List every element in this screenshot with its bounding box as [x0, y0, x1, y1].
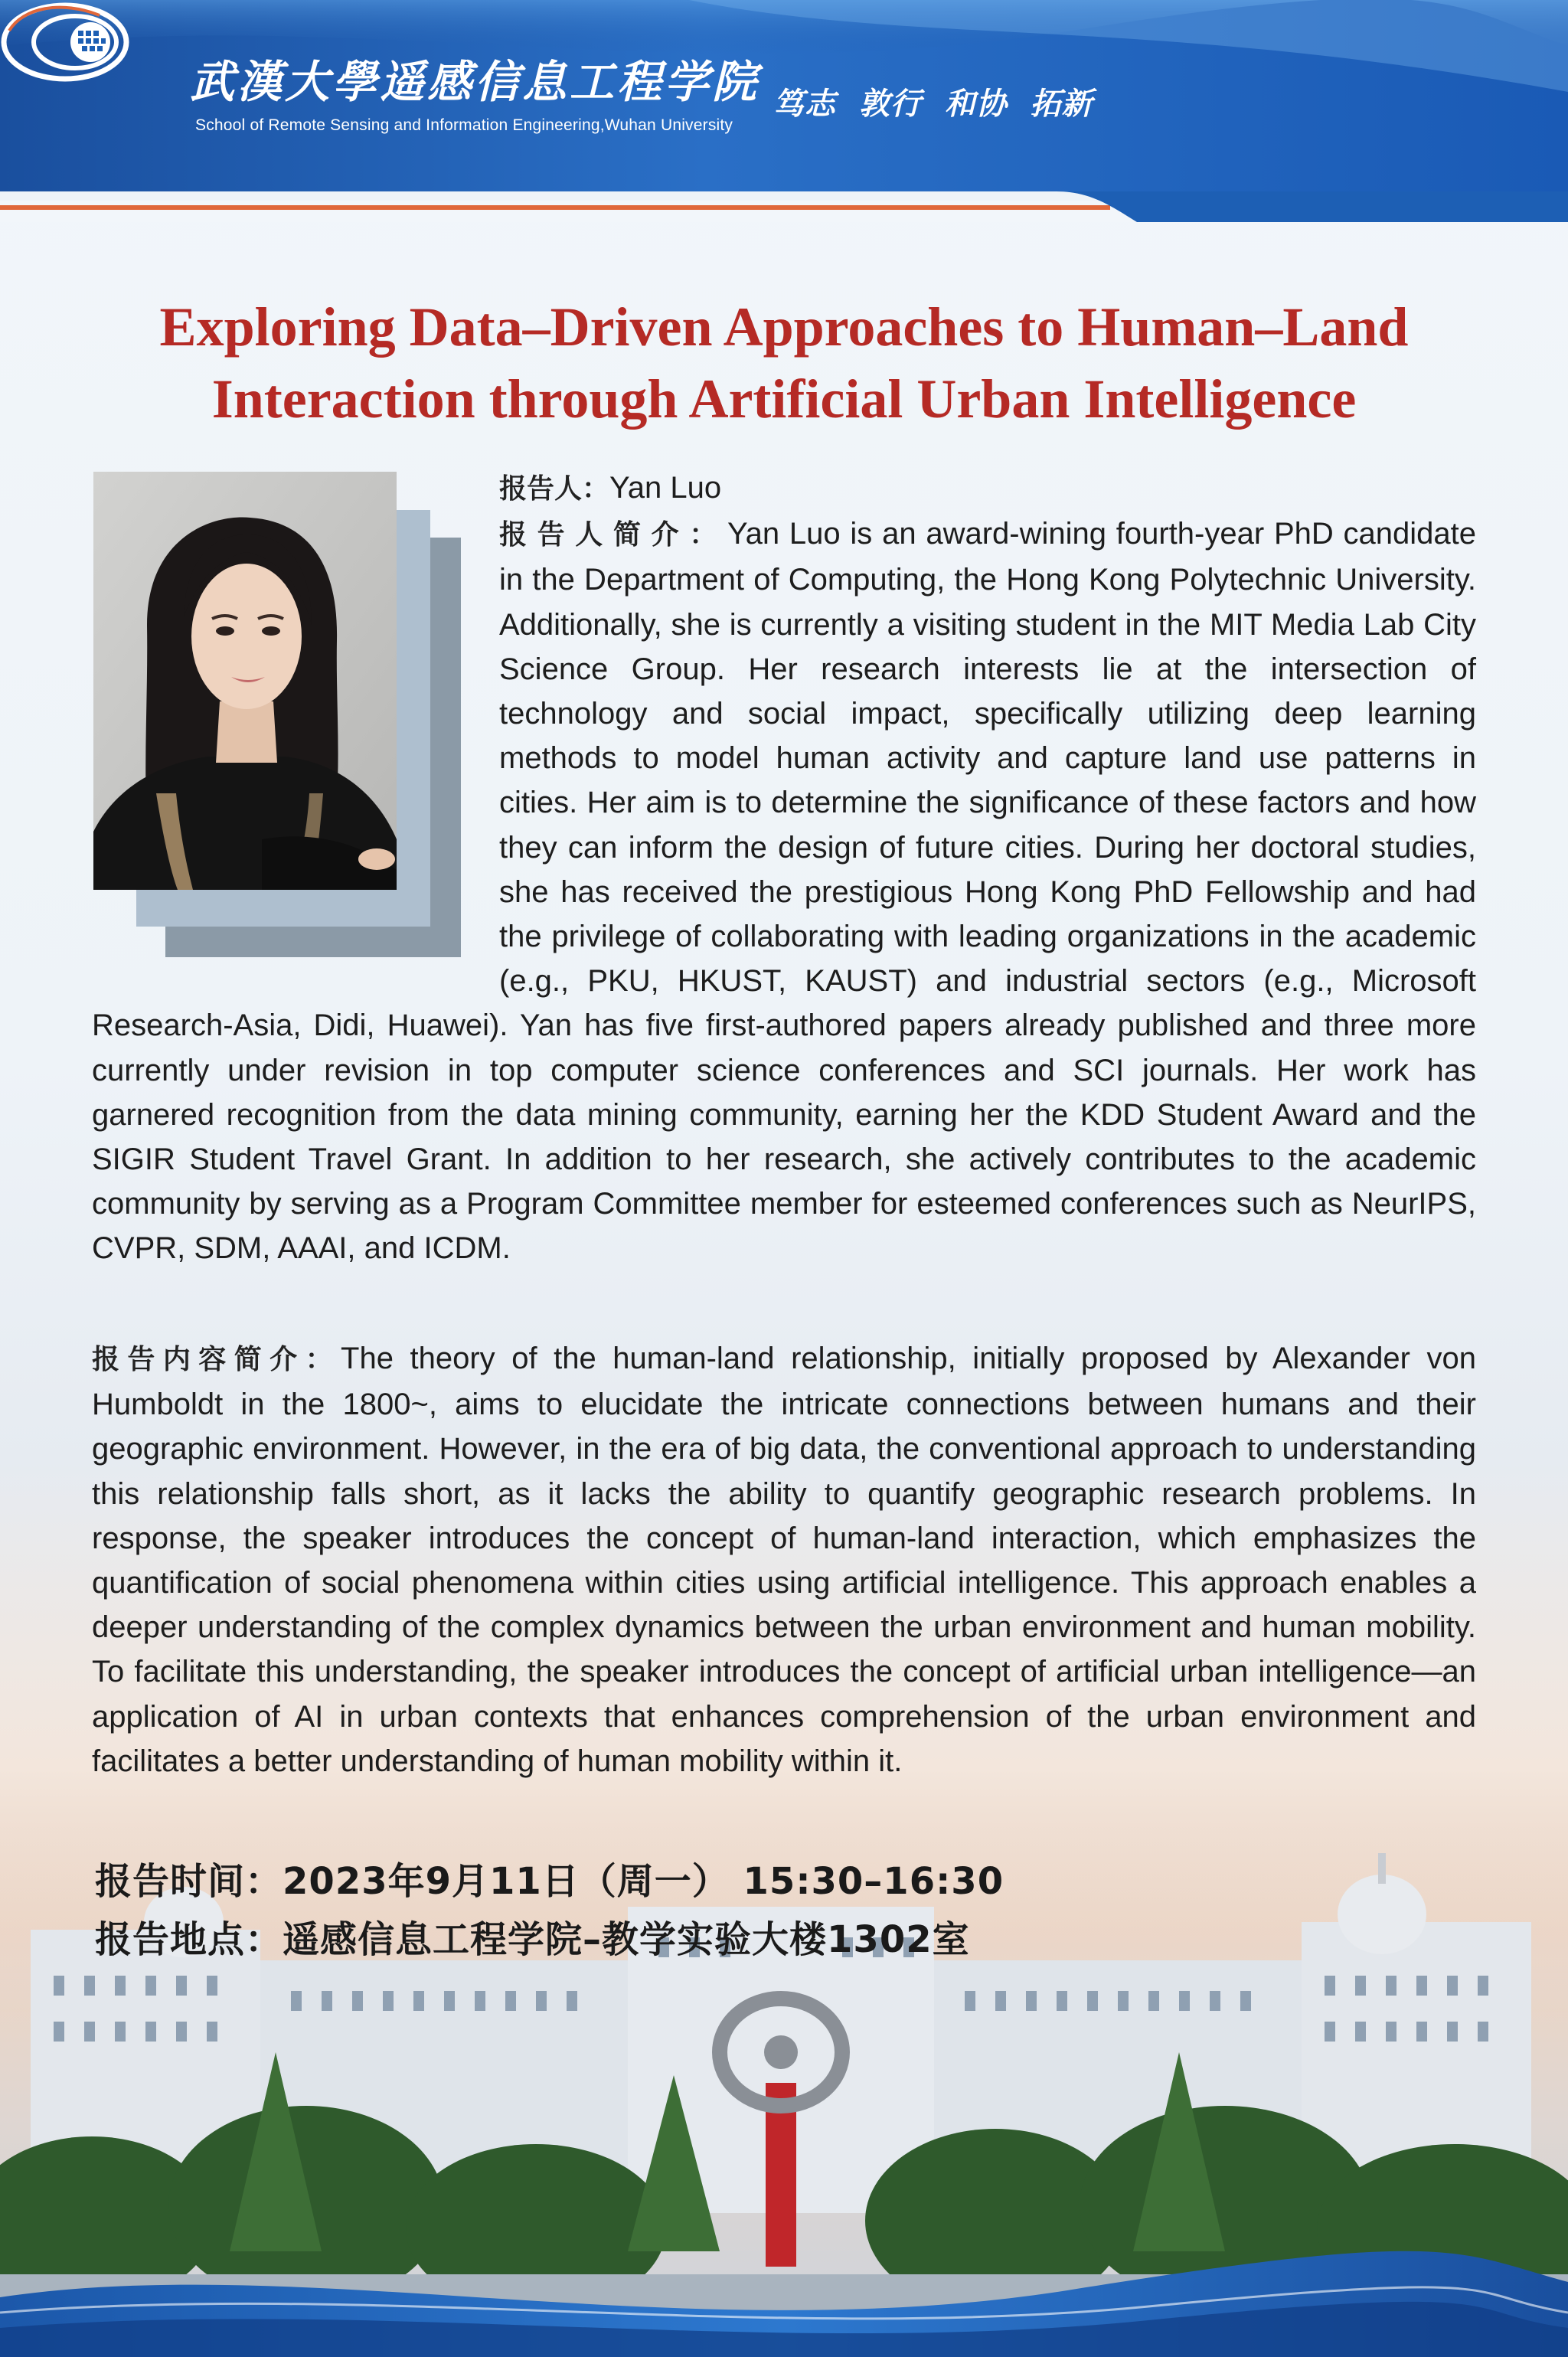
talk-title — [46, 291, 1522, 435]
school-name-en: School of Remote Sensing and Information Engineering,Wuhan University — [195, 116, 733, 134]
abstract-paragraph — [92, 1336, 1476, 1783]
talk-time-label: 报告时间： — [95, 1860, 283, 1903]
abstract-label: 报告内容简介： — [92, 1344, 341, 1375]
speaker-label: 报告人： — [499, 473, 610, 505]
school-name-cn: 武漢大學遥感信息工程学院 — [190, 56, 760, 108]
photo-text-spacer — [92, 466, 499, 1000]
school-motto: 笃志 敦行 和协 拓新 — [773, 87, 1093, 122]
speaker-bio-label: 报告人简介： — [499, 519, 727, 551]
speaker-name: Yan Luo — [609, 471, 722, 505]
talk-title-line-1: Exploring Data–Driven Approaches to Human–Land — [159, 296, 1409, 358]
university-emblem-icon — [0, 0, 130, 84]
talk-time-value: 2023年9月11日（周一） 15:30–16:30 — [283, 1860, 1004, 1903]
abstract-section — [92, 1336, 1476, 1783]
abstract-text: The theory of the human-land relationship, initially proposed by Alexander von Humboldt in the 1800~, aims to elucidate the intricate connections between humans and their geographic environment. However, in the era of big data, the conventional approach to understanding this relationship falls short, as it lacks the ability to quantify geographic research problems. In response, the speaker introduces the concept of human-land interaction, which emphasizes the quantification of social phenomena within cities using artificial intelligence. This approach enables a deeper understanding of the complex dynamics between the urban environment and human mobility. To facilitate this understanding, the speaker introduces the concept of artificial urban intelligence—an application of AI in urban contexts that enhances comprehension of the urban environment and facilitates a better understanding of human mobility within it. — [92, 1342, 1476, 1778]
talk-place — [95, 1910, 970, 1963]
talk-title-line-2: Interaction through Artificial Urban Intelligence — [211, 368, 1357, 430]
talk-place-value: 遥感信息工程学院–教学实验大楼1302室 — [283, 1918, 970, 1961]
header-banner — [0, 0, 1568, 222]
talk-place-label: 报告地点： — [95, 1918, 283, 1961]
speaker-section — [92, 466, 1476, 1271]
speaker-bio-text: Yan Luo is an award-wining fourth-year PhD candidate in the Department of Computing, the Hong Kong Polytechnic University. Additionally, she is currently a visiting student in the MIT Media Lab City Science Group. Her research interests lie at the intersection of technology and social impact, specifically utilizing deep learning methods to model human activity and capture land use patterns in cities. Her aim is to determine the significance of these factors and how they can inform the design of future cities. During her doctoral studies, she has received the prestigious Hong Kong PhD Fellowship and had the privilege of collaborating with leading organizations in the academic (e.g., PKU, HKUST, KAUST) and industrial sectors (e.g., Microsoft Research-Asia, Didi, Huawei). Yan has five first-authored papers already published and three more currently under revision in top computer science conferences and SCI journals. Her work has garnered recognition from the data mining community, earning her the KDD Student Award and the SIGIR Student Travel Grant. In addition to her research, she actively contributes to the academic community by serving as a Program Committee member for esteemed conferences such as NeurIPS, CVPR, SDM, AAAI, and ICDM. — [92, 517, 1476, 1266]
talk-time — [95, 1852, 1004, 1904]
